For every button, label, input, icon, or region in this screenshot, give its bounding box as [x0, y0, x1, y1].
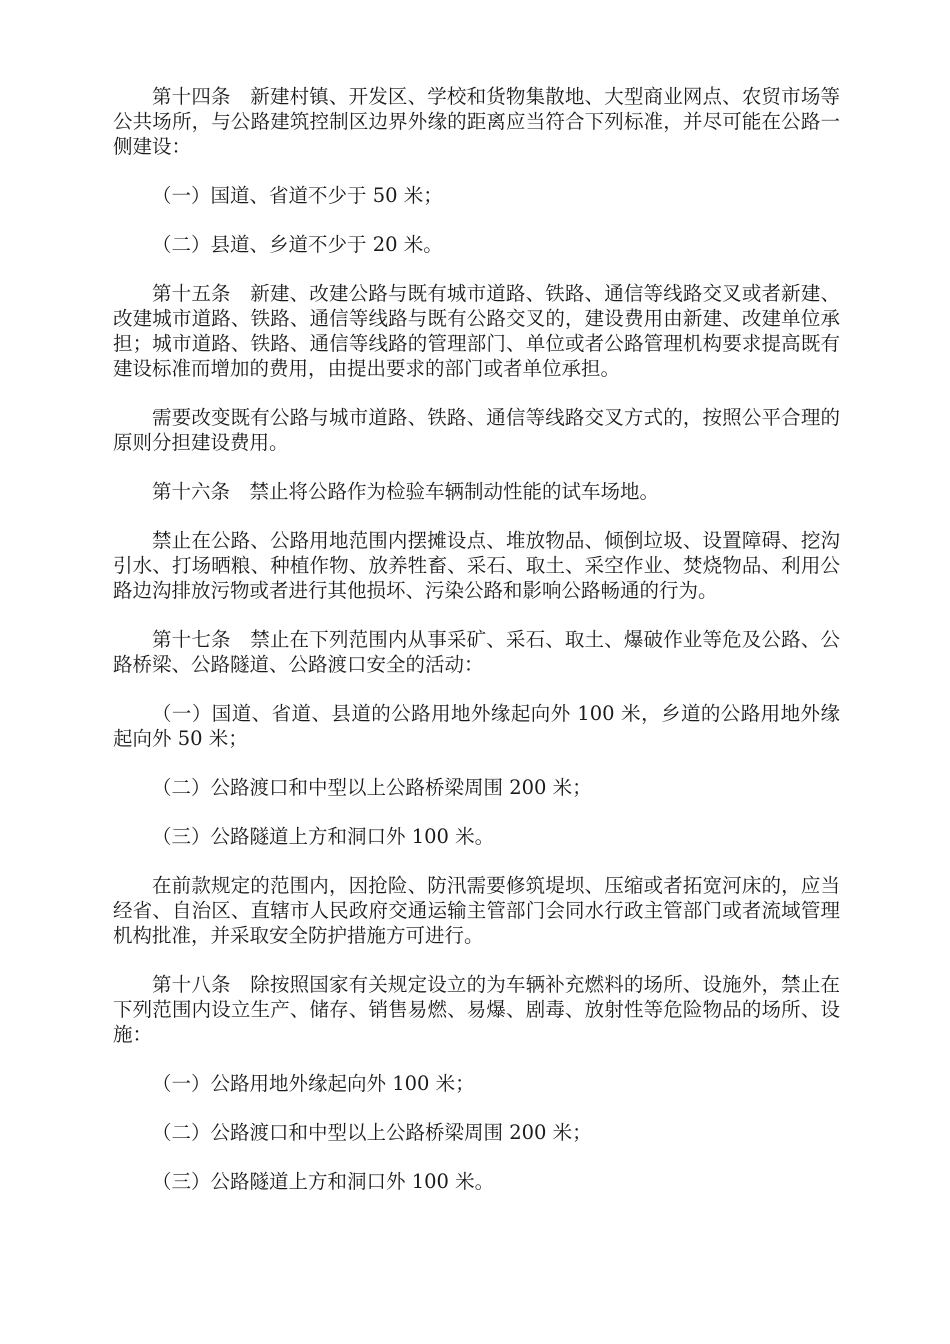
article-17-paragraph-2: 在前款规定的范围内，因抢险、防汛需要修筑堤坝、压缩或者拓宽河床的，应当经省、自治区、直辖市人民政府交通运输主管部门会同水行政主管部门或者流域管理机构批准，并采取安全防护措施方可进行。	[113, 874, 840, 947]
article-15-paragraph-2: 需要改变既有公路与城市道路、铁路、通信等线路交叉方式的，按照公平合理的原则分担建设费用。	[113, 406, 840, 454]
document-body	[113, 84, 840, 1218]
article-14-paragraph: 第十四条 新建村镇、开发区、学校和货物集散地、大型商业网点、农贸市场等公共场所，与公路建筑控制区边界外缘的距离应当符合下列标准，并尽可能在公路一侧建设：	[113, 85, 840, 158]
article-14-item-1: （一）国道、省道不少于 50 米；	[152, 184, 443, 207]
article-18-paragraph: 第十八条 除按照国家有关规定设立的为车辆补充燃料的场所、设施外，禁止在下列范围内设立生产、储存、销售易燃、易爆、剧毒、放射性等危险物品的场所、设施：	[113, 973, 840, 1046]
article-17-paragraph: 第十七条 禁止在下列范围内从事采矿、采石、取土、爆破作业等危及公路、公路桥梁、公路隧道、公路渡口安全的活动：	[113, 628, 840, 676]
article-17-item-1: （一）国道、省道、县道的公路用地外缘起向外 100 米，乡道的公路用地外缘起向外 50 米；	[113, 702, 840, 750]
article-18-item-2: （二）公路渡口和中型以上公路桥梁周围 200 米；	[152, 1121, 592, 1144]
article-14-item-2: （二）县道、乡道不少于 20 米。	[152, 233, 443, 256]
article-15-paragraph: 第十五条 新建、改建公路与既有城市道路、铁路、通信等线路交叉或者新建、改建城市道路、铁路、通信等线路与既有公路交叉的，建设费用由新建、改建单位承担；城市道路、铁路、通信等线路的管理部门、单位或者公路管理机构要求提高既有建设标准而增加的费用，由提出要求的部门或者单位承担。	[113, 282, 840, 380]
article-18-item-1: （一）公路用地外缘起向外 100 米；	[152, 1072, 475, 1095]
article-16-paragraph-2: 禁止在公路、公路用地范围内摆摊设点、堆放物品、倾倒垃圾、设置障碍、挖沟引水、打场晒粮、种植作物、放养牲畜、采石、取土、采空作业、焚烧物品、利用公路边沟排放污物或者进行其他损坏、污染公路和影响公路畅通的行为。	[113, 529, 840, 602]
article-16-paragraph: 第十六条 禁止将公路作为检验车辆制动性能的试车场地。	[152, 480, 660, 503]
article-18-item-3: （三）公路隧道上方和洞口外 100 米。	[152, 1170, 495, 1193]
article-17-item-2: （二）公路渡口和中型以上公路桥梁周围 200 米；	[152, 776, 592, 799]
article-17-item-3: （三）公路隧道上方和洞口外 100 米。	[152, 825, 495, 848]
